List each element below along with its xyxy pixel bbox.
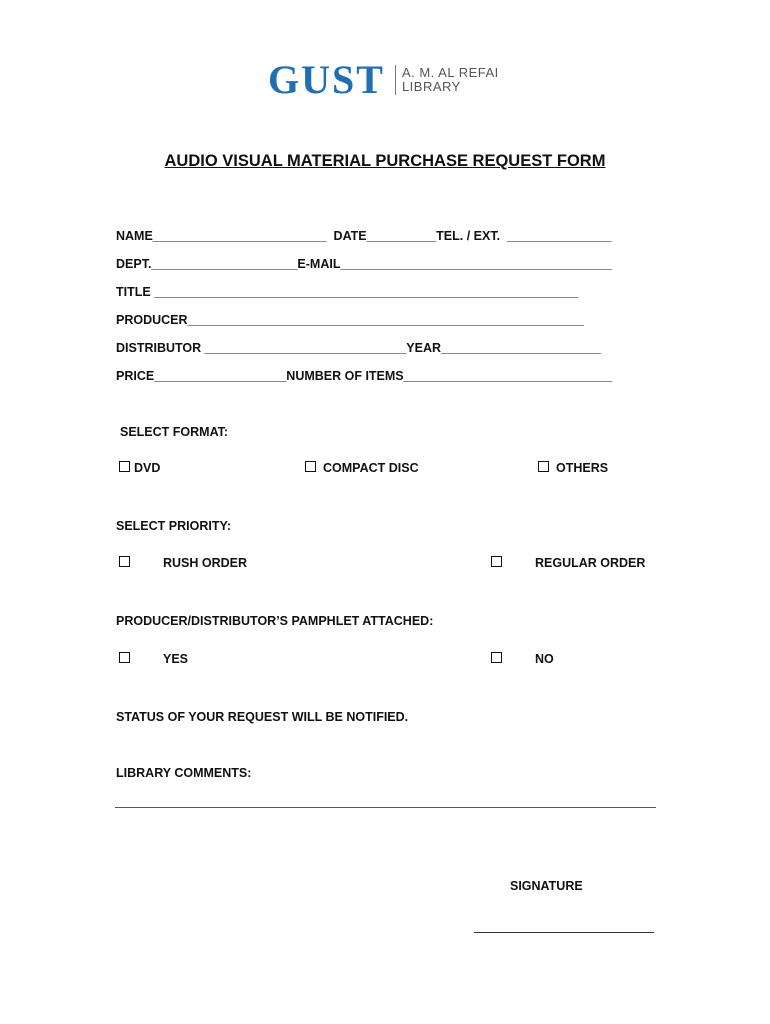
pamphlet-no-checkbox[interactable] xyxy=(491,652,502,663)
gust-library-logo xyxy=(268,57,499,102)
pamphlet-yes-checkbox[interactable] xyxy=(119,652,130,663)
distributor-year-row[interactable]: DISTRIBUTOR _____________________________YEAR_______________________ xyxy=(116,341,601,355)
price-items-row[interactable]: PRICE___________________NUMBER OF ITEMS______________________________ xyxy=(116,369,613,383)
status-note: STATUS OF YOUR REQUEST WILL BE NOTIFIED. xyxy=(116,710,409,724)
pamphlet-heading: PRODUCER/DISTRIBUTOR’S PAMPHLET ATTACHED: xyxy=(116,614,434,628)
signature-label: SIGNATURE xyxy=(510,879,583,893)
pamphlet-no-label: NO xyxy=(535,652,554,666)
logo-divider xyxy=(395,65,396,95)
logo-subtitle xyxy=(402,66,499,94)
regular-order-checkbox[interactable] xyxy=(491,556,502,567)
rush-order-checkbox[interactable] xyxy=(119,556,130,567)
name-date-tel-row[interactable]: NAME_________________________ DATE__________TEL. / EXT. _______________ xyxy=(116,229,612,243)
rush-order-label: RUSH ORDER xyxy=(163,556,248,570)
logo-subtitle-line2: LIBRARY xyxy=(401,79,461,94)
pamphlet-yes-label: YES xyxy=(163,652,189,666)
title-row[interactable]: TITLE _____________________________________________________________ xyxy=(116,285,579,299)
logo-wordmark: GUST xyxy=(268,57,385,102)
compact-disc-label: COMPACT DISC xyxy=(323,461,419,475)
comments-rule xyxy=(115,807,656,808)
others-checkbox[interactable] xyxy=(538,461,549,472)
dept-email-row[interactable]: DEPT._____________________E-MAIL_______________________________________ xyxy=(116,257,612,271)
others-label: OTHERS xyxy=(556,461,609,475)
library-comments-label: LIBRARY COMMENTS: xyxy=(116,766,252,780)
dvd-checkbox[interactable] xyxy=(119,461,130,472)
compact-disc-checkbox[interactable] xyxy=(305,461,316,472)
producer-row[interactable]: PRODUCER_________________________________________________________ xyxy=(116,313,584,327)
regular-order-label: REGULAR ORDER xyxy=(535,556,646,570)
select-priority-heading: SELECT PRIORITY: xyxy=(116,519,232,533)
select-format-heading: SELECT FORMAT: xyxy=(120,425,229,439)
form-title: AUDIO VISUAL MATERIAL PURCHASE REQUEST FORM xyxy=(164,152,606,170)
logo-subtitle-line1: A. M. AL REFAI xyxy=(401,65,499,80)
dvd-label: DVD xyxy=(134,461,161,475)
signature-line[interactable] xyxy=(474,932,654,933)
